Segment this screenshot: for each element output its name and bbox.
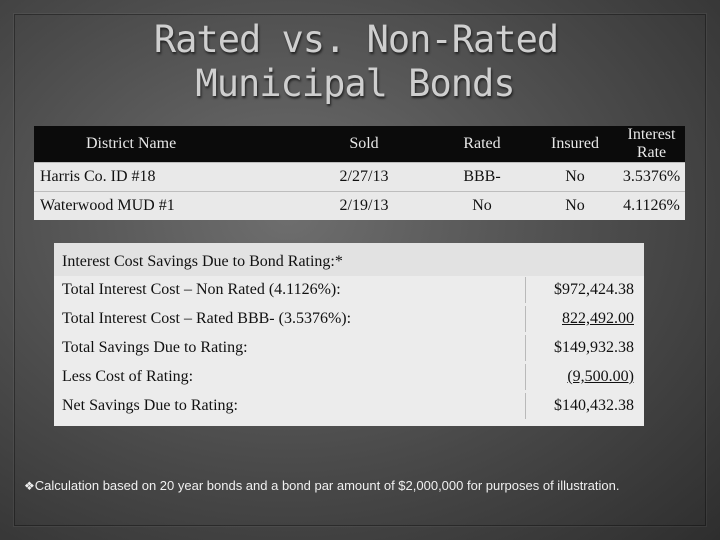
savings-row — [54, 393, 644, 419]
column-divider — [525, 364, 526, 390]
slide-title-line2: Municipal Bonds — [195, 62, 515, 105]
savings-heading: Interest Cost Savings Due to Bond Rating:* — [54, 243, 644, 276]
savings-row — [54, 335, 644, 361]
savings-label: Net Savings Due to Rating: — [62, 397, 238, 414]
footnote — [24, 478, 704, 493]
column-divider — [525, 335, 526, 361]
savings-value: $140,432.38 — [554, 397, 634, 414]
savings-label: Total Interest Cost – Rated BBB- (3.5376%): — [62, 310, 352, 327]
savings-row — [54, 277, 644, 303]
cell-insured: No — [532, 162, 618, 191]
column-divider — [525, 306, 526, 332]
column-divider — [525, 393, 526, 419]
slide-title-line1: Rated vs. Non-Rated — [153, 18, 559, 61]
savings-label: Total Savings Due to Rating: — [62, 339, 248, 356]
cell-rated: BBB- — [432, 162, 532, 191]
cell-insured: No — [532, 191, 618, 220]
cell-district-name: Harris Co. ID #18 — [34, 162, 296, 191]
bond-comparison-table — [34, 126, 685, 220]
table-row — [34, 162, 685, 191]
cell-district-name: Waterwood MUD #1 — [34, 191, 296, 220]
footnote-text: Calculation based on 20 year bonds and a bond par amount of $2,000,000 for purposes of illustration. — [34, 478, 620, 493]
header-district-name: District Name — [34, 126, 296, 162]
cell-interest-rate: 3.5376% — [618, 162, 685, 191]
cell-interest-rate: 4.1126% — [618, 191, 685, 220]
table-row — [34, 191, 685, 220]
savings-label: Total Interest Cost – Non Rated (4.1126%): — [62, 281, 341, 298]
savings-row — [54, 364, 644, 390]
header-interest-rate: Interest Rate — [618, 126, 685, 162]
header-insured: Insured — [532, 126, 618, 162]
header-sold: Sold — [296, 126, 432, 162]
header-rated: Rated — [432, 126, 532, 162]
savings-value: $149,932.38 — [554, 339, 634, 356]
savings-value: 822,492.00 — [562, 310, 634, 327]
savings-label: Less Cost of Rating: — [62, 368, 194, 385]
savings-row — [54, 306, 644, 332]
savings-panel — [54, 243, 644, 426]
column-divider — [525, 277, 526, 303]
savings-value: $972,424.38 — [554, 281, 634, 298]
cell-sold: 2/19/13 — [296, 191, 432, 220]
diamond-bullet-icon: ❖ — [24, 479, 35, 493]
table-header-row — [34, 126, 685, 162]
cell-sold: 2/27/13 — [296, 162, 432, 191]
savings-value: (9,500.00) — [567, 368, 634, 385]
cell-rated: No — [432, 191, 532, 220]
